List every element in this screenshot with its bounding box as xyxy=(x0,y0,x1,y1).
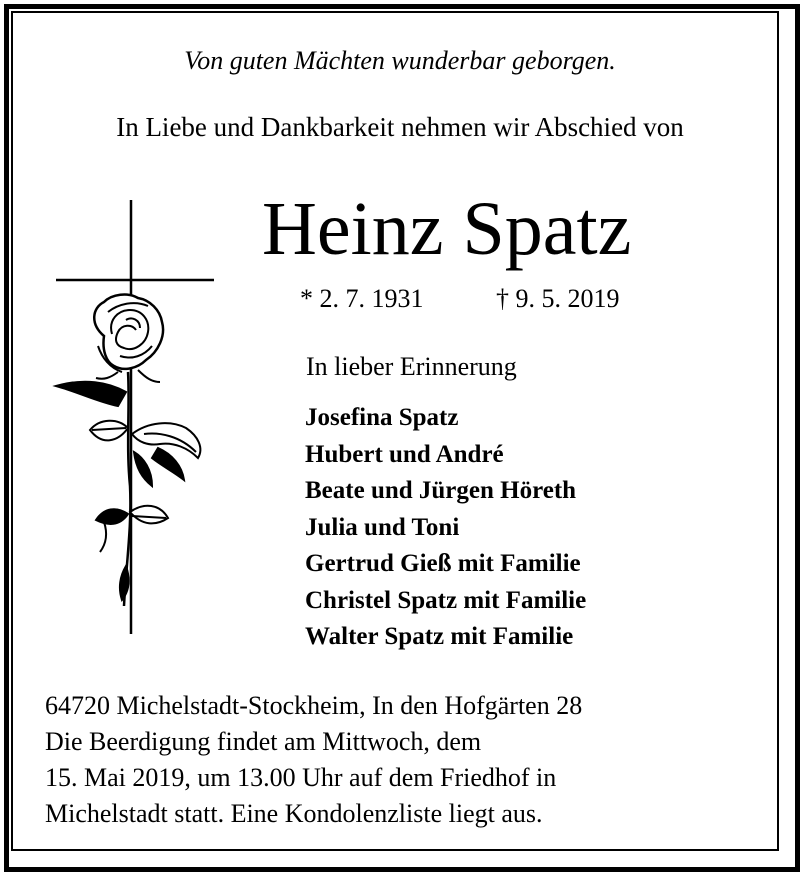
address-and-funeral-info xyxy=(45,688,582,832)
mourner-name: Josefina Spatz xyxy=(305,404,459,431)
mourner-name: Beate und Jürgen Höreth xyxy=(305,477,577,504)
address: 64720 Michelstadt-Stockheim, In den Hofgärten 28 xyxy=(45,691,583,720)
deceased-name: Heinz Spatz xyxy=(262,187,632,271)
mourner-name: Hubert und André xyxy=(305,440,504,468)
motto: Von guten Mächten wunderbar geborgen. xyxy=(184,46,616,75)
funeral-line: Die Beerdigung findet am Mittwoch, dem xyxy=(45,727,482,756)
rose-icon xyxy=(56,295,200,606)
cross-rose-illustration xyxy=(48,196,218,638)
mourners-list xyxy=(305,400,586,656)
memory-heading: In lieber Erinnerung xyxy=(306,352,517,381)
mourner-name: Julia und Toni xyxy=(305,513,460,541)
mourner-name: Christel Spatz mit Familie xyxy=(305,586,587,614)
birth-date: * 2. 7. 1931 xyxy=(300,284,424,313)
death-date: † 9. 5. 2019 xyxy=(496,284,620,313)
mourner-name: Walter Spatz mit Familie xyxy=(305,623,574,650)
funeral-line: 15. Mai 2019, um 13.00 Uhr auf dem Friedhof in xyxy=(45,763,557,792)
funeral-line: Michelstadt statt. Eine Kondolenzliste liegt aus. xyxy=(45,799,543,828)
mourner-name: Gertrud Gieß mit Familie xyxy=(305,550,581,577)
intro-text: In Liebe und Dankbarkeit nehmen wir Abschied von xyxy=(116,112,684,142)
cross-icon xyxy=(56,200,214,634)
